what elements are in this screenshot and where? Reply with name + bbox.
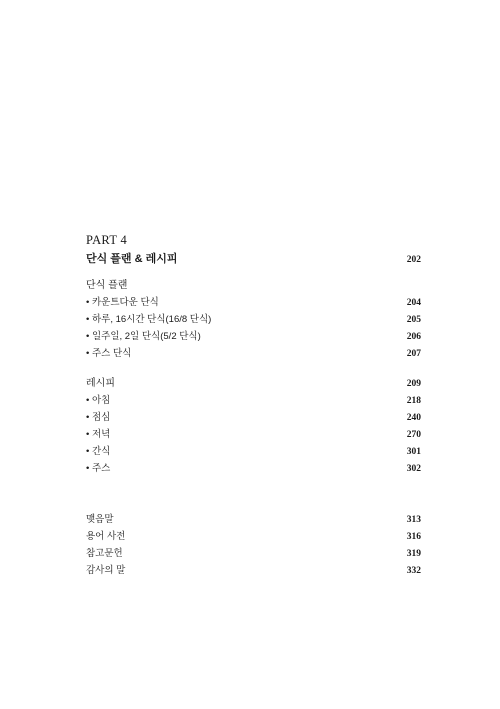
- toc-entry[interactable]: [86, 392, 421, 409]
- toc-entry[interactable]: [86, 311, 421, 328]
- toc-entry-page: 207: [406, 349, 421, 359]
- toc-entry-page: 204: [406, 298, 421, 308]
- toc-entry[interactable]: [86, 409, 421, 426]
- back-matter-page: 319: [406, 549, 421, 559]
- toc-entry[interactable]: [86, 328, 421, 345]
- part-label: PART 4: [86, 233, 128, 247]
- toc-entry-page: 302: [406, 464, 421, 474]
- back-matter-title: 참고문헌: [86, 548, 123, 559]
- toc-entry[interactable]: [86, 443, 421, 460]
- part-title-page: 202: [406, 255, 421, 265]
- back-matter-entry[interactable]: [86, 528, 421, 545]
- toc-entry-page: 218: [406, 396, 421, 406]
- toc-entry-title: • 저녁: [86, 426, 110, 443]
- toc-entry-title: • 간식: [86, 443, 110, 460]
- back-matter-entry[interactable]: [86, 545, 421, 562]
- back-matter-title: 용어 사전: [86, 531, 126, 542]
- table-of-contents: [86, 232, 421, 579]
- back-matter-title: 맺음말: [86, 514, 114, 525]
- back-matter-entry[interactable]: [86, 511, 421, 528]
- section-heading-page: 209: [406, 379, 421, 389]
- toc-entry[interactable]: [86, 345, 421, 362]
- toc-entry-title: • 주스 단식: [86, 345, 131, 362]
- toc-entry-title: • 카운트다운 단식: [86, 294, 159, 311]
- toc-entry-page: 240: [406, 413, 421, 423]
- toc-entry[interactable]: [86, 460, 421, 477]
- toc-entry-title: • 아침: [86, 392, 110, 409]
- toc-entry-title: • 주스: [86, 460, 110, 477]
- section-heading-title: 단식 플랜: [86, 280, 128, 291]
- section-heading-fasting-plan[interactable]: [86, 277, 421, 294]
- back-matter-page: 332: [406, 566, 421, 576]
- part-title-row[interactable]: [86, 249, 421, 269]
- toc-entry-title: • 하루, 16시간 단식(16/8 단식): [86, 311, 211, 328]
- toc-entry-page: 301: [406, 447, 421, 457]
- back-matter-entry[interactable]: [86, 562, 421, 579]
- toc-entry-page: 205: [406, 315, 421, 325]
- toc-entry-title: • 일주일, 2일 단식(5/2 단식): [86, 328, 201, 345]
- toc-entry[interactable]: [86, 426, 421, 443]
- toc-entry[interactable]: [86, 294, 421, 311]
- back-matter-title: 감사의 말: [86, 565, 126, 576]
- back-matter-page: 316: [406, 532, 421, 542]
- toc-entry-title: • 점심: [86, 409, 110, 426]
- back-matter-page: 313: [406, 515, 421, 525]
- section-heading-recipes[interactable]: [86, 375, 421, 392]
- section-heading-title: 레시피: [86, 378, 115, 389]
- toc-entry-page: 206: [406, 332, 421, 342]
- toc-entry-page: 270: [406, 430, 421, 440]
- part-title: 단식 플랜 & 레시피: [86, 253, 178, 265]
